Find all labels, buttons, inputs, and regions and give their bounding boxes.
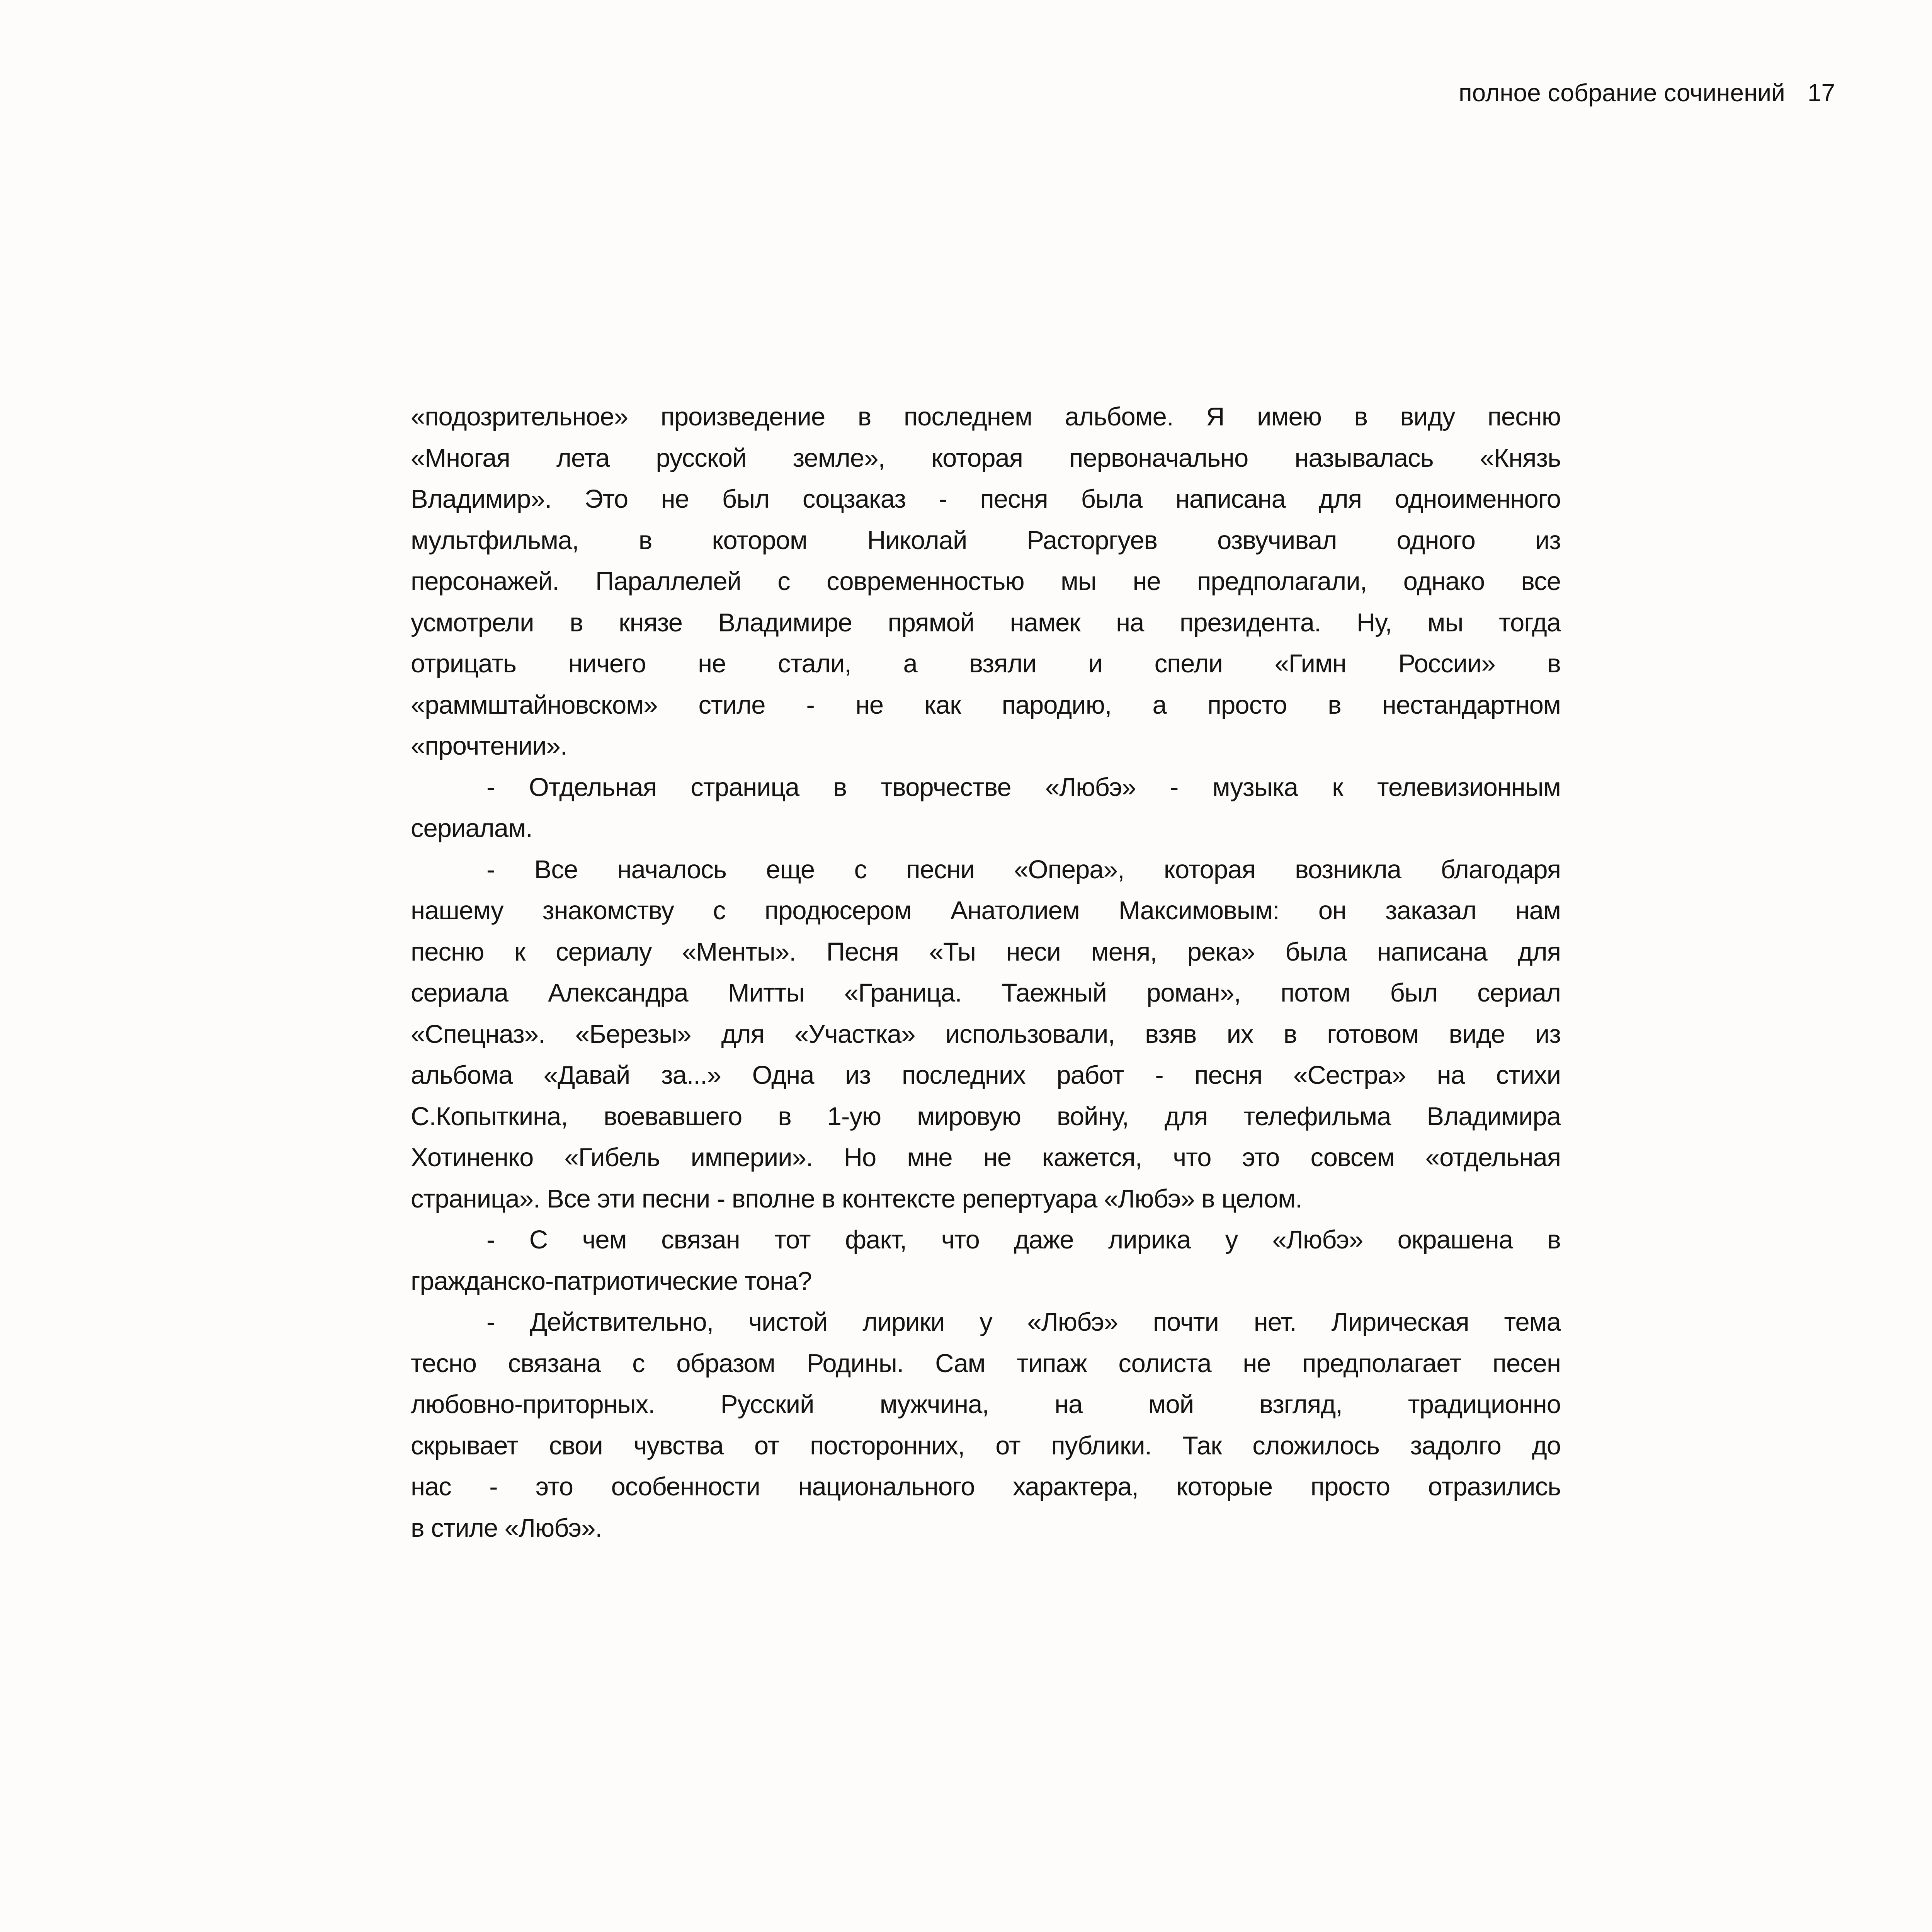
text-line: персонажей. Параллелей с современностью мы не предполагали, однако все bbox=[411, 567, 1561, 596]
text-line: песню к сериалу «Менты». Песня «Ты неси меня, река» была написана для bbox=[411, 937, 1561, 966]
text-line: «раммштайновском» стиле - не как пародию, а просто в нестандартном bbox=[411, 690, 1561, 719]
text-line: нашему знакомству с продюсером Анатолием Максимовым: он заказал нам bbox=[411, 896, 1561, 925]
text-line: сериала Александра Митты «Граница. Таежный роман», потом был сериал bbox=[411, 978, 1561, 1007]
text-line: - С чем связан тот факт, что даже лирика у «Любэ» окрашена в bbox=[486, 1225, 1561, 1254]
text-line: - Действительно, чистой лирики у «Любэ» почти нет. Лирическая тема bbox=[486, 1308, 1561, 1337]
text-line: сериалам. bbox=[411, 814, 532, 843]
text-line: мультфильма, в котором Николай Расторгуев озвучивал одного из bbox=[411, 526, 1561, 555]
paragraph bbox=[411, 396, 1561, 767]
text-line: усмотрели в князе Владимире прямой намек на президента. Ну, мы тогда bbox=[411, 608, 1561, 637]
paragraph bbox=[411, 849, 1561, 1220]
text-line: - Все началось еще с песни «Опера», которая возникла благодаря bbox=[486, 855, 1561, 884]
text-line: гражданско-патриотические тона? bbox=[411, 1266, 812, 1296]
text-line: любовно-приторных. Русский мужчина, на мой взгляд, традиционно bbox=[411, 1390, 1561, 1419]
text-line: в стиле «Любэ». bbox=[411, 1513, 602, 1543]
text-line: «Многая лета русской земле», которая первоначально называлась «Князь bbox=[411, 443, 1561, 473]
text-line: нас - это особенности национального характера, которые просто отразились bbox=[411, 1472, 1561, 1501]
text-line: «Спецназ». «Березы» для «Участка» использовали, взяв их в готовом виде из bbox=[411, 1019, 1561, 1049]
text-line: тесно связана с образом Родины. Сам типаж солиста не предполагает песен bbox=[411, 1349, 1561, 1378]
paragraph bbox=[411, 767, 1561, 849]
body-text bbox=[411, 396, 1561, 1549]
paragraph bbox=[411, 1302, 1561, 1549]
text-line: Хотиненко «Гибель империи». Но мне не кажется, что это совсем «отдельная bbox=[411, 1143, 1561, 1172]
text-line: - Отдельная страница в творчестве «Любэ» - музыка к телевизионным bbox=[486, 772, 1561, 802]
text-line: Владимир». Это не был соцзаказ - песня была написана для одноименного bbox=[411, 485, 1561, 514]
book-title: полное собрание сочинений bbox=[1459, 79, 1785, 107]
text-line: скрывает свои чувства от посторонних, от публики. Так сложилось задолго до bbox=[411, 1431, 1561, 1460]
text-line: отрицать ничего не стали, а взяли и спели «Гимн России» в bbox=[411, 649, 1561, 678]
text-line: «подозрительное» произведение в последнем альбоме. Я имею в виду песню bbox=[411, 402, 1561, 431]
paragraph bbox=[411, 1219, 1561, 1302]
text-line: С.Копыткина, воевавшего в 1-ую мировую войну, для телефильма Владимира bbox=[411, 1102, 1561, 1131]
page-number: 17 bbox=[1807, 79, 1835, 107]
text-line: «прочтении». bbox=[411, 731, 567, 760]
running-header bbox=[1459, 77, 1932, 108]
text-line: альбома «Давай за...» Одна из последних работ - песня «Сестра» на стихи bbox=[411, 1061, 1561, 1090]
text-line: страница». Все эти песни - вполне в контексте репертуара «Любэ» в целом. bbox=[411, 1184, 1302, 1213]
